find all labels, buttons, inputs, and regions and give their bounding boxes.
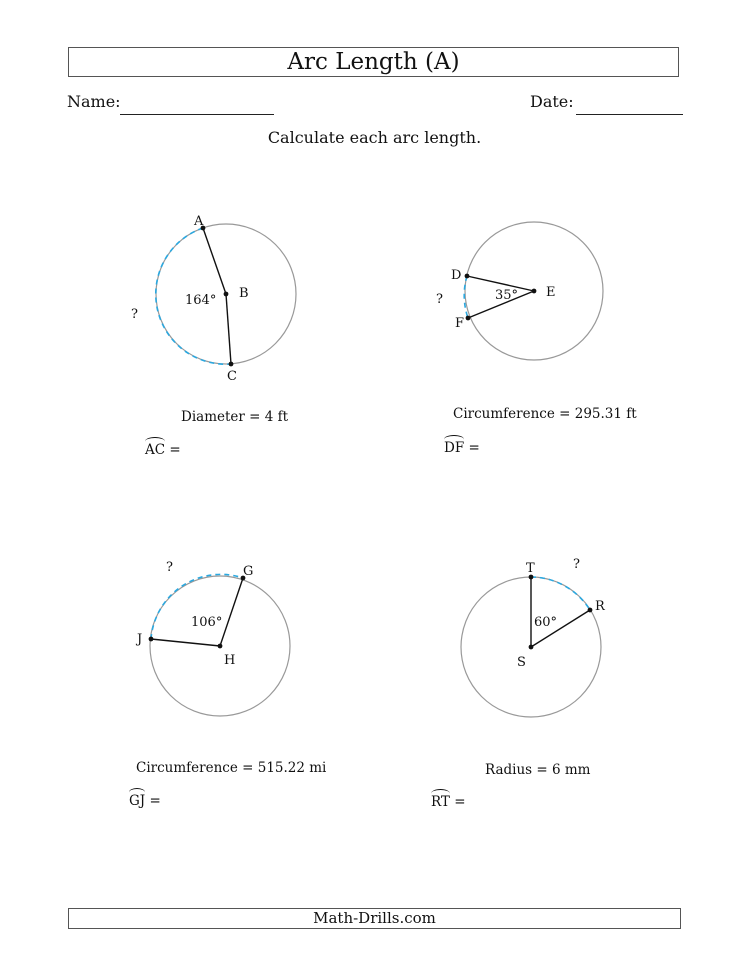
name-label: Name: — [67, 92, 121, 111]
angle-label: 106° — [191, 615, 223, 630]
point-label: A — [194, 214, 204, 229]
point-label: J — [137, 632, 143, 647]
arc-name: GJ — [129, 793, 146, 809]
unknown-marker: ? — [131, 307, 138, 322]
radius-line — [220, 578, 243, 646]
unknown-marker: ? — [573, 557, 580, 572]
radius-line — [226, 294, 231, 364]
equals-sign: = — [145, 793, 161, 809]
radius-line — [203, 228, 226, 294]
arc-name: DF — [444, 440, 465, 456]
point-dot — [229, 362, 234, 367]
footer: Math-Drills.com — [68, 908, 681, 929]
problem-3-diagram — [135, 560, 290, 716]
point-label: R — [595, 599, 605, 614]
problem-2-diagram — [436, 222, 603, 360]
angle-label: 60° — [534, 615, 558, 630]
point-label: F — [455, 316, 465, 331]
center-dot — [529, 645, 534, 650]
instructions: Calculate each arc length. — [267, 128, 482, 147]
point-label: G — [243, 564, 254, 579]
problem-1-diagram — [131, 214, 296, 384]
center-dot — [532, 289, 537, 294]
center-label: E — [546, 285, 556, 300]
answer-line[interactable] — [129, 793, 161, 809]
point-dot — [588, 608, 593, 613]
equals-sign: = — [464, 440, 480, 456]
center-label: B — [239, 286, 249, 301]
arc-name: AC — [145, 442, 166, 458]
answer-line[interactable] — [431, 794, 466, 810]
center-dot — [224, 292, 229, 297]
problem-4-diagram — [461, 557, 606, 717]
given-value: Diameter = 4 ft — [181, 409, 289, 425]
angle-label: 164° — [185, 293, 217, 308]
unknown-marker: ? — [166, 560, 173, 575]
center-dot — [218, 644, 223, 649]
point-label: T — [526, 561, 535, 576]
equals-sign: = — [165, 442, 181, 458]
point-dot — [465, 274, 470, 279]
point-dot — [466, 316, 471, 321]
center-label: H — [224, 653, 236, 668]
point-label: C — [227, 369, 237, 384]
unknown-marker: ? — [436, 292, 443, 307]
point-label: D — [451, 268, 462, 283]
given-value: Circumference = 515.22 mi — [136, 760, 327, 776]
radius-line — [151, 639, 220, 646]
given-value: Circumference = 295.31 ft — [453, 406, 637, 422]
date-label: Date: — [530, 92, 574, 111]
answer-line[interactable] — [444, 440, 480, 456]
equals-sign: = — [449, 794, 466, 810]
given-value: Radius = 6 mm — [485, 762, 591, 778]
center-label: S — [517, 655, 526, 670]
worksheet-title: Arc Length (A) — [68, 47, 679, 77]
arc-name: RT — [431, 794, 450, 810]
answer-line[interactable] — [145, 442, 181, 458]
angle-label: 35° — [495, 288, 519, 303]
unknown-arc — [531, 577, 590, 610]
point-dot — [149, 637, 154, 642]
